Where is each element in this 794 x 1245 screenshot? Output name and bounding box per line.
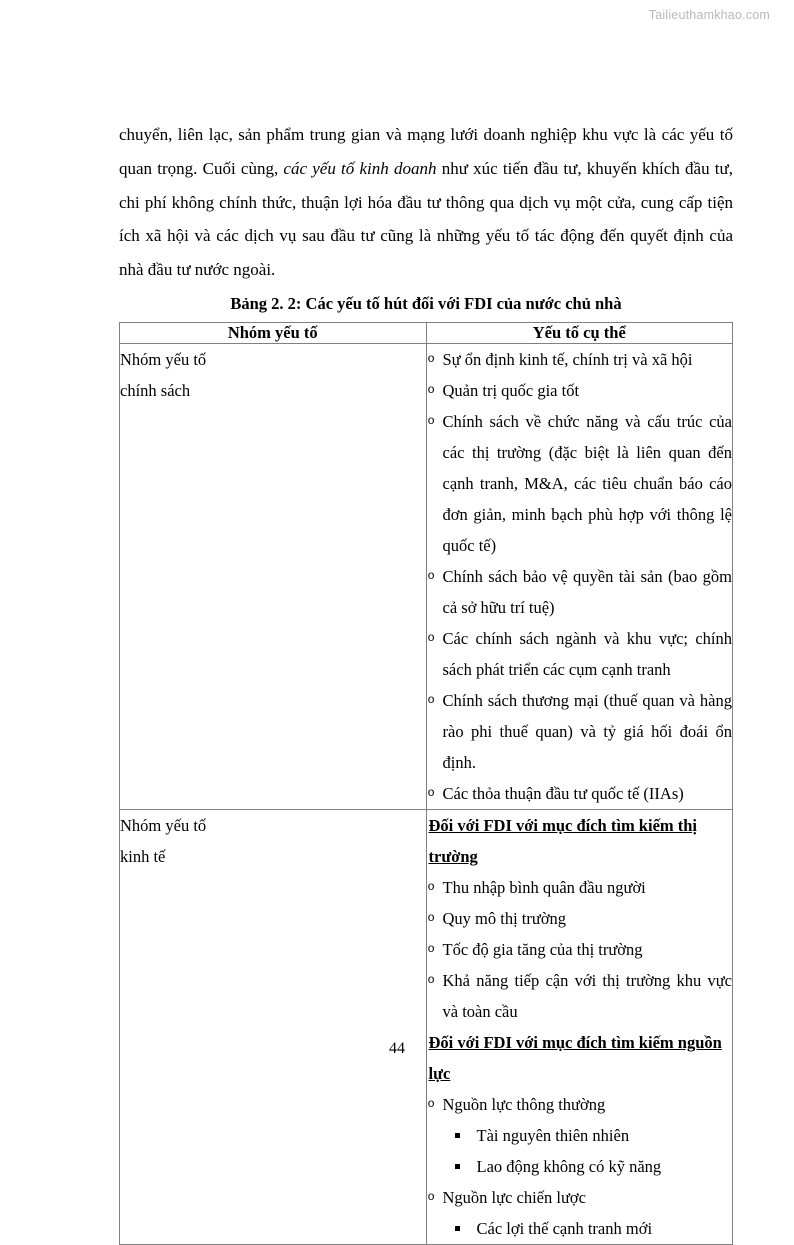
paragraph-text-tail: như xúc tiến đầu tư, khuyến khích đầu tư, chi phí không chính thức, thuận lợi hóa đầu tư thông qua dịch vụ một cửa, cung cấp tiện ích xã hội và các dịch vụ sau đầu tư cũng là những yếu tố tác động đến quyết định của nhà đầu tư nước ngoài. <box>119 158 733 280</box>
detail-cell-economic <box>426 809 733 1244</box>
table-row <box>120 809 733 1244</box>
subheading-resource-seeking: Đối với FDI với mục đích tìm kiếm nguồn lực <box>428 1032 722 1083</box>
resource-seeking-list-2 <box>427 1182 733 1213</box>
site-watermark: Tailieuthamkhao.com <box>648 8 770 22</box>
resource-sublist-1 <box>427 1120 733 1182</box>
list-item: o Quy mô thị trường <box>427 903 733 934</box>
list-item: o Nguồn lực thông thường <box>427 1089 733 1120</box>
body-paragraph <box>119 118 733 287</box>
detail-cell-policy <box>426 343 733 809</box>
market-seeking-list <box>427 872 733 1027</box>
resource-sublist-2 <box>427 1213 733 1244</box>
fdi-determinants-table <box>119 322 733 1245</box>
list-item: o Các thỏa thuận đầu tư quốc tế (IIAs) <box>427 778 733 809</box>
list-item: o Chính sách bảo vệ quyền tài sản (bao gồm cả sở hữu trí tuệ) <box>427 561 733 623</box>
table-header-row <box>120 322 733 343</box>
subheading-market-seeking: Đối với FDI với mục đích tìm kiếm thị trường <box>428 815 698 866</box>
list-item: o Sự ổn định kinh tế, chính trị và xã hội <box>427 344 733 375</box>
group-label-line1: Nhóm yếu tố <box>120 815 207 835</box>
paragraph-text-lead: chuyển, liên lạc, sản phẩm trung gian và mạng lưới doanh nghiệp khu vực là các yếu tố quan trọng. Cuối cùng, <box>119 125 733 178</box>
list-item: o Các chính sách ngành và khu vực; chính sách phát triển các cụm cạnh tranh <box>427 623 733 685</box>
list-item: o Thu nhập bình quân đầu người <box>427 872 733 903</box>
resource-seeking-list <box>427 1089 733 1120</box>
table-caption: Bảng 2. 2: Các yếu tố hút đối với FDI của nước chủ nhà <box>230 293 622 313</box>
paragraph-text-italic: các yếu tố kinh doanh <box>283 158 437 178</box>
group-cell-economic <box>120 809 427 1244</box>
group-cell-policy <box>120 343 427 809</box>
list-item: o Khả năng tiếp cận với thị trường khu vực và toàn cầu <box>427 965 733 1027</box>
list-item: o Quản trị quốc gia tốt <box>427 375 733 406</box>
table-row <box>120 343 733 809</box>
group-label-line1: Nhóm yếu tố <box>120 349 207 369</box>
list-item: o Chính sách thương mại (thuế quan và hàng rào phi thuế quan) và tỷ giá hối đoái ổn định. <box>427 685 733 778</box>
list-item: Lao động không có kỹ năng <box>427 1151 733 1182</box>
group-label-line2: chính sách <box>120 380 191 400</box>
list-item: Các lợi thế cạnh tranh mới <box>427 1213 733 1244</box>
list-item: o Tốc độ gia tăng của thị trường <box>427 934 733 965</box>
page-number: 44 <box>389 1040 405 1057</box>
column-header-group: Nhóm yếu tố <box>120 322 427 343</box>
list-item: o Nguồn lực chiến lược <box>427 1182 733 1213</box>
policy-factor-list <box>427 344 733 809</box>
document-content <box>119 118 733 1245</box>
column-header-detail: Yếu tố cụ thể <box>426 322 733 343</box>
list-item: o Chính sách về chức năng và cấu trúc của các thị trường (đặc biệt là liên quan đến cạnh tranh, M&A, các tiêu chuẩn báo cáo đơn giản, minh bạch phù hợp với thông lệ quốc tế) <box>427 406 733 561</box>
list-item: Tài nguyên thiên nhiên <box>427 1120 733 1151</box>
group-label-line2: kinh tế <box>120 846 166 866</box>
